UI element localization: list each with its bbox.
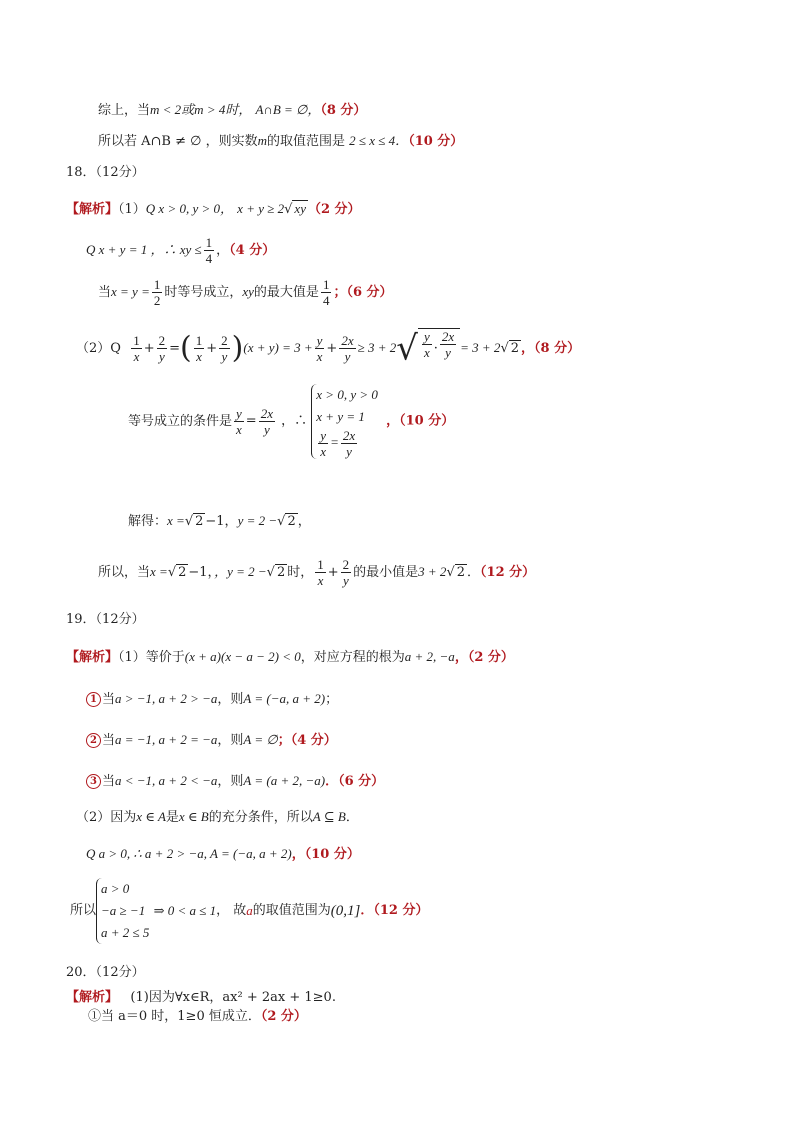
inequality-system [96, 878, 149, 944]
fraction [318, 428, 328, 459]
numerator: y [423, 329, 430, 344]
math: 2 [287, 514, 296, 529]
conclusion-line-1 [98, 101, 366, 120]
text: 的最大值是 [253, 285, 319, 300]
fraction [422, 329, 432, 369]
math: 2 [276, 565, 286, 580]
fraction [194, 333, 205, 364]
numerator: 1 [322, 277, 330, 292]
text: （1） [118, 202, 146, 217]
fraction [219, 333, 230, 364]
fraction [131, 333, 142, 364]
text: ，则 [217, 733, 244, 748]
math: ⇒ 0 < a ≤ 1 [153, 903, 217, 918]
denominator: x [320, 444, 327, 459]
math: 2 [456, 565, 466, 580]
math: x ∈ A [136, 809, 166, 824]
score: （8 分） [320, 103, 367, 118]
denominator: x [133, 349, 140, 364]
numerator: 2x [441, 329, 455, 344]
q19-a-positive-line [86, 845, 360, 864]
denominator: y [221, 349, 228, 364]
operator: + [143, 341, 155, 356]
q20-case1-line [88, 1008, 307, 1026]
numerator: 2x [341, 333, 354, 348]
math: ≥ 3 + 2 [357, 340, 397, 355]
q19-system-line [70, 878, 429, 944]
circled-number-icon: 1 [86, 692, 101, 707]
operator: + [206, 341, 218, 356]
text: 等号成立的条件是 [128, 413, 233, 429]
score: ，（8 分） [521, 341, 581, 356]
score: （2 分） [260, 1009, 307, 1024]
fraction [315, 333, 325, 364]
circled-number-icon: 3 [86, 774, 101, 789]
text: ． [345, 810, 359, 825]
score: ．（12 分） [360, 903, 429, 918]
score: ．（6 分） [325, 774, 385, 789]
math: x + y ≥ 2 [237, 201, 285, 216]
math: = 3 + 2 [460, 340, 501, 355]
score: ，（10 分） [291, 847, 360, 862]
q19-heading [66, 611, 145, 629]
math: A = (a + 2, −a) [243, 773, 326, 788]
q18-condition-line [128, 384, 454, 459]
fraction [234, 406, 244, 437]
fraction [341, 428, 357, 459]
numerator: 1 [195, 333, 203, 348]
denominator: y [344, 349, 351, 364]
q18-xy-line: Q x + y = 1 ，∴ xy ≤ $\frac{1}{4}$ ，（4 分） [86, 235, 276, 266]
math: −1， [205, 514, 238, 529]
denominator: y [343, 573, 349, 588]
denominator: y [445, 345, 451, 360]
fraction [339, 333, 355, 364]
denominator: x [317, 573, 324, 588]
score: （10 分） [408, 134, 464, 149]
math: a < −1, a + 2 < −a [115, 773, 218, 788]
math: 2 ≤ x ≤ 4． [349, 133, 409, 148]
denominator: y [346, 444, 352, 459]
text: 当 [102, 733, 116, 748]
text: ，∴ [281, 413, 308, 429]
text: ，则 [217, 692, 244, 707]
numerator: 1 [317, 557, 324, 572]
fraction [315, 557, 326, 588]
system-row: $\frac{y}{x}$ = $\frac{2x}{y}$ [320, 428, 356, 459]
q19-case2 [86, 731, 337, 750]
text: 当 [102, 774, 116, 789]
numerator: y [320, 428, 327, 443]
q19-part2-line [76, 808, 359, 827]
math: Q x + y = 1 ，∴ xy ≤ [86, 242, 202, 257]
denominator: 2 [153, 293, 161, 308]
fraction [157, 333, 168, 364]
heading-text: 19．（12分） [66, 612, 145, 627]
heading-text: 18．（12分） [66, 165, 145, 180]
q19-case1 [86, 690, 338, 709]
q19-part1-line [66, 648, 514, 667]
text: 的取值范围为 [252, 903, 331, 918]
numerator: 2x [342, 428, 356, 443]
math: a > −1, a + 2 > −a [115, 691, 218, 706]
score: ，（2 分） [454, 650, 514, 665]
fraction [341, 557, 352, 588]
operator: = [169, 341, 181, 356]
operator: = [245, 413, 257, 429]
text: ， [297, 514, 311, 529]
system-row: x + y = 1 [316, 409, 365, 424]
math: a [246, 903, 253, 918]
text: 是 [165, 810, 179, 825]
analysis-label: 【解析】 [66, 650, 119, 665]
fraction [152, 277, 163, 308]
math: Q x > 0, y > 0， [145, 201, 234, 216]
text: ； [325, 692, 339, 707]
text: 的取值范围是 [266, 134, 345, 149]
text: （1）等价于 [118, 650, 185, 665]
system-row: −a ≥ −1 [101, 903, 146, 918]
fraction [204, 235, 215, 266]
denominator: 4 [205, 251, 213, 266]
score: （2 分） [307, 202, 361, 217]
q19-case3 [86, 772, 384, 791]
math: A = ∅ [243, 732, 278, 747]
math: a + 2, −a [404, 649, 455, 664]
text: 时等号成立， [164, 285, 243, 300]
math: (x + a)(x − a − 2) < 0 [184, 649, 301, 664]
math: m < 2或m > 4时， [150, 102, 252, 117]
text: （2）Q [76, 341, 121, 356]
math: a = −1, a + 2 = −a [115, 732, 218, 747]
math: 2 [195, 514, 204, 529]
math: −1， [188, 565, 215, 580]
numerator: y [316, 333, 323, 348]
denominator: x [236, 422, 242, 437]
text: （2）因为 [76, 810, 137, 825]
text: 当 [98, 285, 112, 300]
analysis-label: 【解析】 [66, 990, 119, 1005]
denominator: y [263, 422, 270, 437]
math: 2 [178, 565, 187, 580]
denominator: x [316, 349, 323, 364]
fraction [440, 329, 456, 369]
q20-part1-line [66, 989, 336, 1007]
numerator: 1 [153, 277, 161, 292]
numerator: 2 [342, 557, 350, 572]
equation-system [311, 384, 378, 459]
text: 时， [287, 565, 314, 580]
math: (x + y) = 3 + [243, 340, 313, 355]
numerator: y [236, 406, 242, 421]
math: (0,1] [330, 903, 361, 919]
system-row: x > 0, y > 0 [316, 387, 378, 402]
q18-part1-line: 【解析】（1）Q x > 0, y > 0， x + y ≥ 2√ xy （2 分） [66, 201, 361, 217]
math: y = 2 − [237, 513, 278, 528]
math: m [257, 133, 267, 148]
text: 综上，当 [98, 103, 151, 118]
fraction [259, 406, 275, 437]
heading-text: 20．（12分） [66, 965, 145, 980]
numerator: 2x [260, 406, 273, 421]
math: ，y = 2 − [214, 564, 267, 579]
math: 3 + 2 [418, 564, 447, 579]
math: xy [294, 201, 306, 216]
denominator: x [423, 345, 430, 360]
q18-part2-line: （2）Q $\frac{1}{x}$ + $\frac{2}{y}$ =( $\frac{1}{x}$ + $\frac{2}{y}$ )(x + y) = 3 + $\frac{y}{x}$ + $\frac{2x}{y}$ ≥ 3 + 2√ $\frac{y}{x}$ · $\frac{2x}{y}$ = 3 + 2√ 2 ，（8 分） [76, 328, 581, 369]
system-row: a > 0 [101, 881, 130, 896]
q18-final-line: 所以，当x =√ 2 −1，，y = 2 −√ 2 时， $\frac{1}{x}$ + $\frac{2}{y}$ 的最小值是3 + 2√ 2 ．（12 分） [98, 557, 536, 588]
text: 所以，当 [98, 565, 151, 580]
denominator: 4 [322, 293, 330, 308]
math: Q a > 0, ∴ a + 2 > −a, A = (−a, a + 2) [86, 846, 292, 861]
text: 的最小值是 [353, 565, 419, 580]
math: x = [167, 513, 185, 528]
math: x = y = [111, 284, 150, 299]
text: 的充分条件，所以 [208, 810, 313, 825]
q18-solve-line: 解得：x =√ 2 −1，y = 2 −√ 2 ， [128, 513, 311, 529]
denominator: y [158, 349, 165, 364]
math: xy [242, 284, 254, 299]
conclusion-line-2 [98, 132, 463, 151]
math: x ∈ B [178, 809, 209, 824]
text: 解得： [128, 514, 168, 529]
score: ，（10 分） [386, 413, 455, 429]
math: A ⊆ B [312, 809, 346, 824]
numerator: 1 [133, 333, 140, 348]
text: (1)因为∀x∈R，ax² + 2ax + 1≥0. [130, 990, 336, 1005]
text: ． [467, 565, 481, 580]
fraction [321, 277, 332, 308]
math: A = (−a, a + 2) [243, 691, 326, 706]
math: x = [150, 564, 168, 579]
operator: + [326, 341, 338, 356]
text: ①当 a＝0 时，1≥0 恒成立． [88, 1009, 261, 1024]
text: 所以若 A∩B ≠ ∅ ，则实数 [98, 134, 258, 149]
text: 所以 [70, 903, 97, 918]
numerator: 2 [221, 333, 228, 348]
score: （12 分） [480, 565, 536, 580]
denominator: x [196, 349, 202, 364]
numerator: 2 [158, 333, 166, 348]
score: ；（4 分） [277, 733, 337, 748]
numerator: 1 [205, 235, 213, 250]
q18-equality-line [98, 274, 393, 311]
operator: + [327, 565, 339, 580]
score: （4 分） [229, 243, 276, 258]
q18-heading [66, 164, 145, 182]
circled-number-icon: 2 [86, 733, 101, 748]
q20-heading [66, 964, 145, 982]
system-row: a + 2 ≤ 5 [101, 925, 150, 940]
math: A∩B = ∅， [255, 102, 321, 117]
score: ；（6 分） [333, 285, 393, 300]
text: ， 故 [216, 903, 247, 918]
text: ，对应方程的根为 [300, 650, 405, 665]
analysis-label: 【解析】 [66, 202, 119, 217]
math: 2 [510, 341, 520, 356]
text: 当 [102, 692, 116, 707]
text: ，则 [217, 774, 244, 789]
